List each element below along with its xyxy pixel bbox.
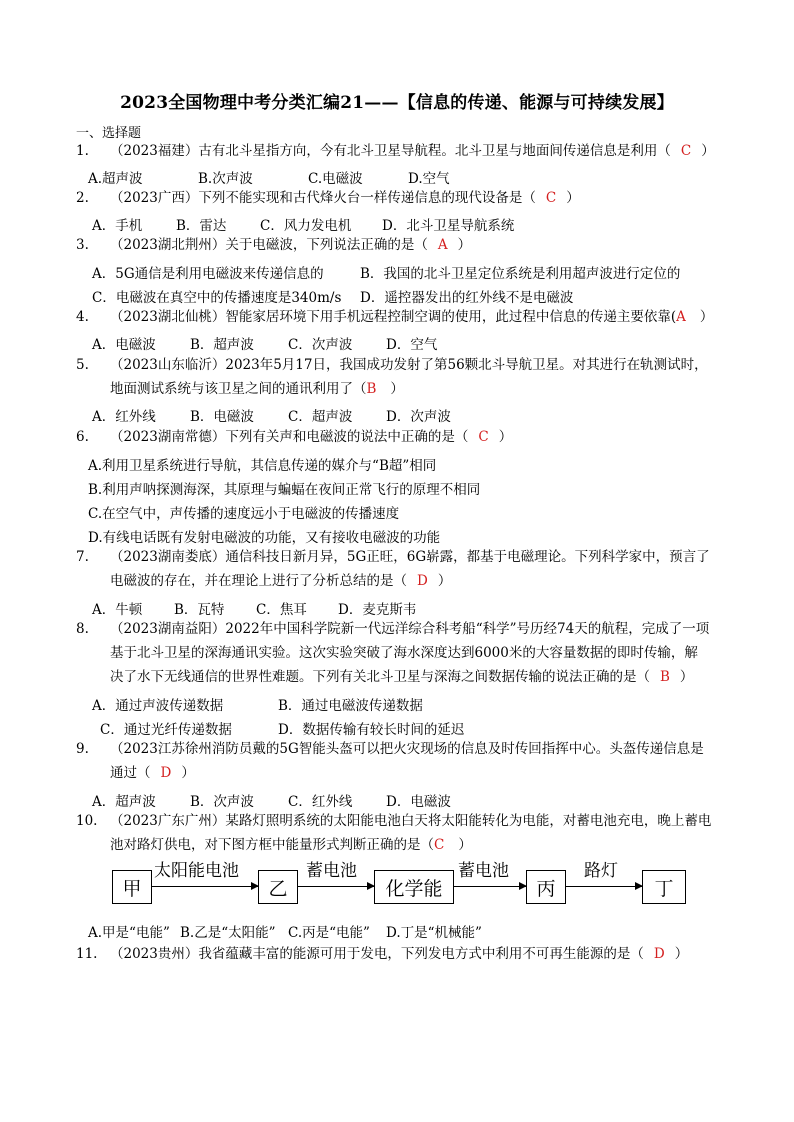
text-run: ） — [566, 190, 580, 206]
text-run: B．电磁波 — [190, 409, 254, 425]
options-3b — [92, 286, 573, 306]
question-11 — [76, 942, 688, 966]
flow-arrow-3 — [454, 886, 526, 887]
text-run: （2023湖北仙桃）智能家居环境下用手机远程控制空调的使用，此过程中信息的传递主要依靠( — [110, 309, 677, 325]
text-run: B.乙是“太阳能” — [180, 925, 276, 941]
answer-mark: D — [160, 765, 172, 781]
text-run: A．通过声波传递数据 — [92, 698, 224, 714]
text-run: A.甲是“电能” — [88, 925, 170, 941]
question-9 — [76, 737, 704, 761]
flow-box-jia: 甲 — [112, 870, 152, 904]
text-run: C．电磁波在真空中的传播速度是340m/s — [92, 290, 342, 306]
text-run: C．红外线 — [288, 794, 353, 810]
question-10 — [76, 809, 711, 833]
answer-mark: C — [680, 143, 692, 159]
text-run: （2023福建）古有北斗星指方向，今有北斗卫星导航程。北斗卫星与地面间传递信息是利用（ — [110, 143, 671, 159]
section-heading: 一、选择题 — [76, 126, 142, 141]
text-run: 11. — [76, 946, 98, 962]
text-run: ） — [437, 573, 452, 589]
question-3 — [76, 233, 471, 257]
text-run: D．麦克斯韦 — [338, 602, 417, 618]
text-run: 1. — [76, 143, 89, 159]
text-run: （2023湖北荆州）关于电磁波，下列说法正确的是（ — [110, 237, 428, 253]
answer-mark: C — [478, 429, 489, 445]
options-7 — [92, 598, 416, 618]
text-run: （2023湖南娄底）通信科技日新月异，5G正旺，6G崭露，都基于电磁理论。下列科学家中，预言了 — [110, 549, 710, 565]
text-run: ） — [181, 765, 195, 781]
energy-flow-diagram — [110, 861, 690, 920]
option-6c: C.在空气中，声传播的速度远小于电磁波的传播速度 — [88, 506, 400, 522]
text-run: A．超声波 — [92, 794, 156, 810]
flow-arrow-4 — [566, 886, 642, 887]
text-run: 电磁波的存在，并在理论上进行了分析总结的是（ — [110, 573, 407, 589]
question-2 — [76, 186, 580, 210]
text-run: 2. — [76, 190, 89, 206]
answer-mark: C — [434, 837, 445, 853]
option-6b: B.利用声呐探测海深，其原理与蝙蝠在夜间正常飞行的原理不相同 — [88, 482, 481, 498]
text-run: D．北斗卫星导航系统 — [382, 218, 515, 234]
text-run: 8. — [76, 621, 89, 637]
text-run: ） — [457, 237, 472, 253]
text-run: 4. — [76, 309, 89, 325]
options-8a — [92, 694, 423, 714]
text-run: 6. — [76, 429, 89, 445]
flow-box-ding: 丁 — [642, 870, 686, 904]
text-run: D．次声波 — [386, 409, 451, 425]
flow-label-3: 蓄电池 — [458, 861, 509, 881]
options-10 — [88, 921, 482, 941]
text-run: B．我国的北斗卫星定位系统是利用超声波进行定位的 — [360, 266, 681, 282]
text-run: B．通过电磁波传递数据 — [278, 698, 423, 714]
flow-box-chemical-energy: 化学能 — [374, 870, 454, 904]
text-run: C．超声波 — [288, 409, 353, 425]
text-run: （2023山东临沂）2023年5月17日，我国成功发射了第56颗北斗导航卫星。对其进行在轨测试时， — [110, 357, 708, 373]
text-run: B．次声波 — [190, 794, 254, 810]
question-4 — [76, 305, 713, 329]
flow-arrow-2 — [298, 886, 374, 887]
option-6a: A.利用卫星系统进行导航，其信息传递的媒介与“B超”相同 — [88, 458, 437, 474]
text-run: ） — [674, 946, 689, 962]
answer-mark: D — [653, 946, 665, 962]
text-run: A．牛顿 — [92, 602, 143, 618]
text-run: B．超声波 — [190, 337, 254, 353]
text-run: C．焦耳 — [256, 602, 307, 618]
text-run: C.丙是“电能” — [288, 925, 370, 941]
question-1 — [76, 139, 715, 163]
text-run: D．电磁波 — [386, 794, 451, 810]
text-run: 7. — [76, 549, 89, 565]
question-7 — [76, 545, 710, 569]
flow-box-bing: 丙 — [526, 870, 566, 904]
text-run: （2023广东广州）某路灯照明系统的太阳能电池白天将太阳能转化为电能，对蓄电池充电，晚上蓄电 — [110, 813, 712, 829]
option-6d: D.有线电话既有发射电磁波的功能，又有接收电磁波的功能 — [88, 530, 441, 546]
answer-mark: C — [545, 190, 557, 206]
question-9-line2 — [110, 761, 195, 785]
answer-mark: D — [417, 573, 428, 589]
question-6 — [76, 425, 512, 449]
options-9 — [92, 790, 451, 810]
answer-mark: B — [660, 669, 670, 685]
flow-label-1: 太阳能电池 — [154, 861, 239, 881]
text-run: ） — [679, 669, 694, 685]
text-run: C.电磁波 — [308, 171, 363, 187]
answer-mark: B — [366, 381, 377, 397]
question-7-line2 — [110, 569, 451, 593]
options-2 — [92, 214, 514, 234]
text-run: C．通过光纤传递数据 — [100, 722, 232, 738]
text-run: B.次声波 — [198, 171, 253, 187]
text-run: ） — [458, 837, 472, 853]
text-run: （2023湖南常德）下列有关声和电磁波的说法中正确的是（ — [110, 429, 469, 445]
text-run: ） — [390, 381, 404, 397]
text-run: （2023贵州）我省蕴藏丰富的能源可用于发电，下列发电方式中利用不可再生能源的是（ — [110, 946, 644, 962]
text-run: D．空气 — [386, 337, 438, 353]
question-5 — [76, 353, 708, 377]
answer-mark: A — [437, 237, 448, 253]
text-run: 10. — [76, 813, 98, 829]
text-run: 决了水下无线通信的世界性难题。下列有关北斗卫星与深海之间数据传输的说法正确的是（ — [110, 669, 650, 685]
question-8 — [76, 617, 709, 641]
text-run: 基于北斗卫星的深海通讯实验。这次实验突破了海水深度达到6000米的大容量数据的即时传输，解 — [110, 645, 698, 661]
question-8-line3 — [110, 665, 693, 689]
text-run: 地面测试系统与该卫星之间的通讯利用了（ — [110, 381, 367, 397]
text-run: A．5G通信是利用电磁波来传递信息的 — [92, 266, 324, 282]
text-run: D．数据传输有较长时间的延迟 — [278, 722, 465, 738]
text-run: A．红外线 — [92, 409, 156, 425]
text-run: B．瓦特 — [174, 602, 225, 618]
flow-arrow-1 — [152, 886, 258, 887]
text-run: C．风力发电机 — [260, 218, 352, 234]
text-run: （2023广西）下列不能实现和古代烽火台一样传递信息的现代设备是（ — [110, 190, 536, 206]
options-3a — [92, 262, 680, 282]
text-run: A．电磁波 — [92, 337, 156, 353]
text-run: 池对路灯供电，对下图方框中能量形式判断正确的是（ — [110, 837, 434, 853]
text-run: 5. — [76, 357, 89, 373]
text-run: C．次声波 — [288, 337, 353, 353]
flow-label-4: 路灯 — [584, 861, 618, 881]
options-1 — [88, 167, 450, 187]
text-run: A．手机 — [92, 218, 143, 234]
question-5-line2 — [110, 377, 404, 401]
text-run: （2023江苏徐州消防员戴的5G智能头盔可以把火灾现场的信息及时传回指挥中心。头盔传递信息是 — [110, 741, 704, 757]
text-run: （2023湖南益阳）2022年中国科学院新一代远洋综合科考船“科学”号历经74天的航程，完成了一项 — [110, 621, 710, 637]
text-run: D．遥控器发出的红外线不是电磁波 — [360, 290, 574, 306]
text-run: ） — [699, 309, 714, 325]
text-run: 通过（ — [110, 765, 151, 781]
text-run: D.丁是“机械能” — [386, 925, 482, 941]
text-run: 9. — [76, 741, 89, 757]
answer-mark: A — [676, 309, 686, 325]
text-run: A.超声波 — [88, 171, 143, 187]
flow-label-2: 蓄电池 — [306, 861, 357, 881]
text-run: ） — [498, 429, 513, 445]
page-title: 2023全国物理中考分类汇编21——【信息的传递、能源与可持续发展】 — [120, 93, 674, 113]
options-8b — [100, 718, 464, 738]
flow-box-yi: 乙 — [258, 870, 298, 904]
options-4 — [92, 333, 437, 353]
question-10-line2 — [110, 833, 472, 857]
question-8-line2 — [110, 641, 698, 665]
text-run: ） — [701, 143, 715, 159]
text-run: B．雷达 — [176, 218, 227, 234]
text-run: D.空气 — [408, 171, 450, 187]
text-run: 3. — [76, 237, 89, 253]
options-5 — [92, 405, 451, 425]
